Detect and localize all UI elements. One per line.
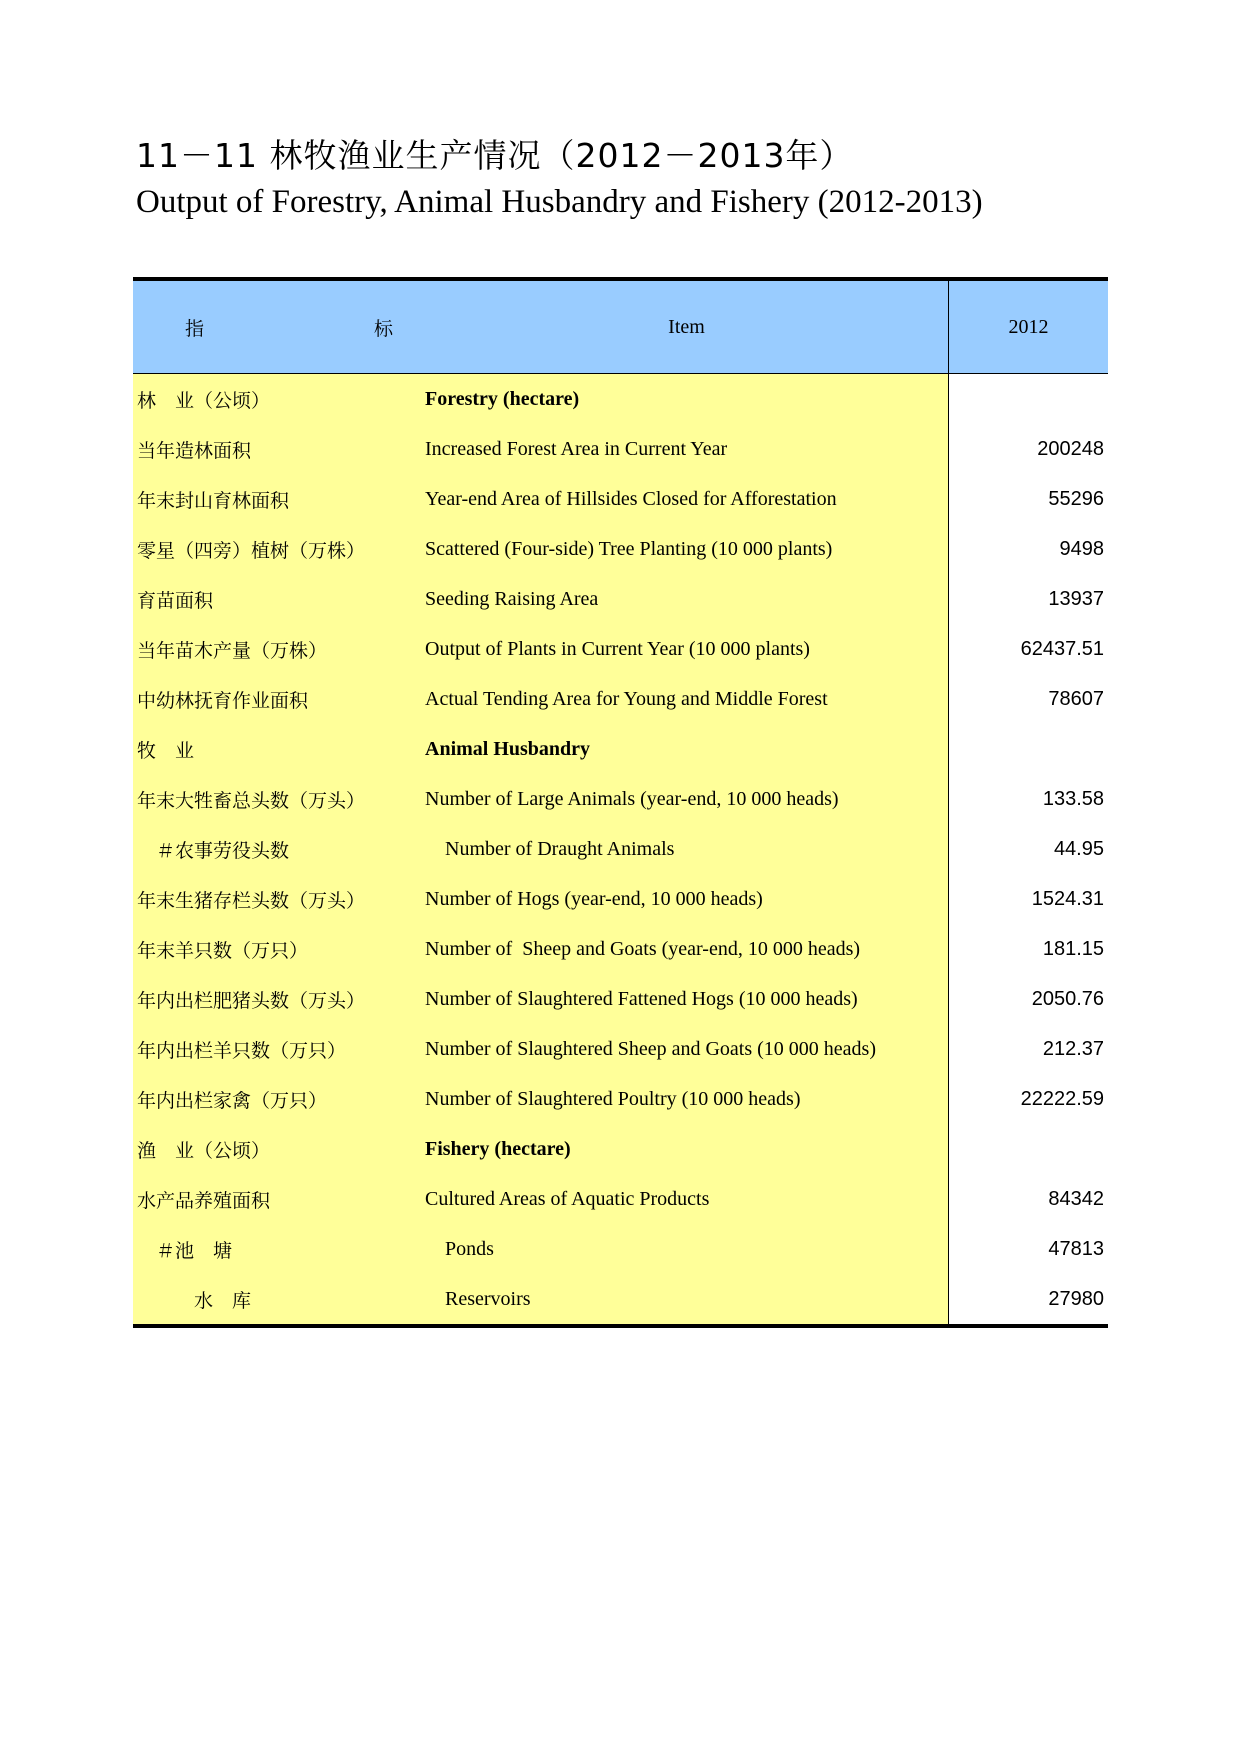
header-indicator bbox=[133, 281, 425, 373]
row-value-2012: 44.95 bbox=[1053, 837, 1104, 860]
row-value-2012 bbox=[949, 1124, 1108, 1174]
row-indicator-cn: 育苗面积 bbox=[133, 574, 425, 624]
row-value-2012 bbox=[949, 374, 1108, 424]
row-value-2012: 1524.31 bbox=[1031, 887, 1104, 910]
row-indicator-cn: 水 库 bbox=[133, 1274, 425, 1324]
row-value-2012: 212.37 bbox=[1042, 1037, 1104, 1060]
row-indicator-cn: 当年苗木产量（万株） bbox=[133, 624, 425, 674]
row-item-en: Number of Large Animals (year-end, 10 000 heads) bbox=[425, 774, 949, 824]
header-indicator-right: 标 bbox=[373, 317, 393, 340]
row-value-2012 bbox=[949, 724, 1108, 774]
row-indicator-cn: 林 业（公顷） bbox=[133, 374, 425, 424]
row-item-en: Number of Draught Animals bbox=[425, 824, 949, 874]
row-indicator-cn: 年内出栏羊只数（万只） bbox=[133, 1024, 425, 1074]
page-title-chinese: 11－11 林牧渔业生产情况（2012－2013年） bbox=[136, 136, 854, 175]
row-indicator-cn: 年末羊只数（万只） bbox=[133, 924, 425, 974]
row-item-en: Increased Forest Area in Current Year bbox=[425, 424, 949, 474]
row-indicator-cn: 水产品养殖面积 bbox=[133, 1174, 425, 1224]
table-row bbox=[133, 674, 1108, 724]
table-row bbox=[133, 1124, 1108, 1174]
table-row bbox=[133, 874, 1108, 924]
header-indicator-left: 指 bbox=[185, 317, 205, 340]
row-indicator-cn: 年末封山育林面积 bbox=[133, 474, 425, 524]
table-row bbox=[133, 974, 1108, 1024]
table-row bbox=[133, 424, 1108, 474]
row-indicator-cn: 牧 业 bbox=[133, 724, 425, 774]
row-item-en: Actual Tending Area for Young and Middle Forest bbox=[425, 674, 949, 724]
header-year: 2012 bbox=[1008, 315, 1049, 338]
row-indicator-cn: 年末大牲畜总头数（万头） bbox=[133, 774, 425, 824]
row-item-en: Scattered (Four-side) Tree Planting (10 000 plants) bbox=[425, 524, 949, 574]
row-indicator-cn: 渔 业（公顷） bbox=[133, 1124, 425, 1174]
table-row bbox=[133, 1174, 1108, 1224]
row-value-2012: 22222.59 bbox=[1020, 1087, 1104, 1110]
table-row bbox=[133, 1224, 1108, 1274]
table-row bbox=[133, 1274, 1108, 1324]
row-value-2012: 9498 bbox=[1059, 537, 1104, 560]
row-indicator-cn: 年末生猪存栏头数（万头） bbox=[133, 874, 425, 924]
row-indicator-cn: 年内出栏家禽（万只） bbox=[133, 1074, 425, 1124]
table-row bbox=[133, 374, 1108, 424]
row-indicator-cn: 中幼林抚育作业面积 bbox=[133, 674, 425, 724]
row-item-en: Number of Sheep and Goats (year-end, 10 000 heads) bbox=[425, 924, 949, 974]
row-item-en: Reservoirs bbox=[425, 1274, 949, 1324]
row-value-2012: 62437.51 bbox=[1020, 637, 1104, 660]
table-row bbox=[133, 624, 1108, 674]
table-row bbox=[133, 724, 1108, 774]
statistics-table bbox=[133, 277, 1108, 1328]
table-row bbox=[133, 1074, 1108, 1124]
row-value-2012: 2050.76 bbox=[1031, 987, 1104, 1010]
row-value-2012: 27980 bbox=[1048, 1287, 1104, 1310]
row-item-en: Seeding Raising Area bbox=[425, 574, 949, 624]
row-item-en: Ponds bbox=[425, 1224, 949, 1274]
row-item-en: Fishery (hectare) bbox=[425, 1124, 949, 1174]
row-item-en: Cultured Areas of Aquatic Products bbox=[425, 1174, 949, 1224]
table-row bbox=[133, 1024, 1108, 1074]
row-value-2012: 78607 bbox=[1048, 687, 1104, 710]
row-indicator-cn: 年内出栏肥猪头数（万头） bbox=[133, 974, 425, 1024]
row-value-2012: 55296 bbox=[1048, 487, 1104, 510]
page-title-english: Output of Forestry, Animal Husbandry and Fishery (2012-2013) bbox=[136, 184, 983, 220]
row-item-en: Number of Slaughtered Poultry (10 000 heads) bbox=[425, 1074, 949, 1124]
row-value-2012: 181.15 bbox=[1042, 937, 1104, 960]
row-item-en: Output of Plants in Current Year (10 000 plants) bbox=[425, 624, 949, 674]
row-value-2012: 84342 bbox=[1048, 1187, 1104, 1210]
table-header bbox=[133, 281, 1108, 374]
table-row bbox=[133, 924, 1108, 974]
row-indicator-cn: 当年造林面积 bbox=[133, 424, 425, 474]
row-item-en: Number of Hogs (year-end, 10 000 heads) bbox=[425, 874, 949, 924]
table-row bbox=[133, 574, 1108, 624]
row-value-2012: 13937 bbox=[1048, 587, 1104, 610]
table-row bbox=[133, 474, 1108, 524]
table-row bbox=[133, 824, 1108, 874]
table-row bbox=[133, 774, 1108, 824]
row-item-en: Year-end Area of Hillsides Closed for Afforestation bbox=[425, 474, 949, 524]
row-value-2012: 47813 bbox=[1048, 1237, 1104, 1260]
row-item-en: Number of Slaughtered Sheep and Goats (10 000 heads) bbox=[425, 1024, 949, 1074]
row-value-2012: 133.58 bbox=[1042, 787, 1104, 810]
row-value-2012: 200248 bbox=[1037, 437, 1104, 460]
row-indicator-cn: ＃农事劳役头数 bbox=[133, 824, 425, 874]
header-item: Item bbox=[425, 281, 949, 373]
row-indicator-cn: 零星（四旁）植树（万株） bbox=[133, 524, 425, 574]
row-indicator-cn: ＃池 塘 bbox=[133, 1224, 425, 1274]
row-item-en: Animal Husbandry bbox=[425, 724, 949, 774]
row-item-en: Number of Slaughtered Fattened Hogs (10 000 heads) bbox=[425, 974, 949, 1024]
table-row bbox=[133, 524, 1108, 574]
table-body bbox=[133, 374, 1108, 1324]
row-item-en: Forestry (hectare) bbox=[425, 374, 949, 424]
